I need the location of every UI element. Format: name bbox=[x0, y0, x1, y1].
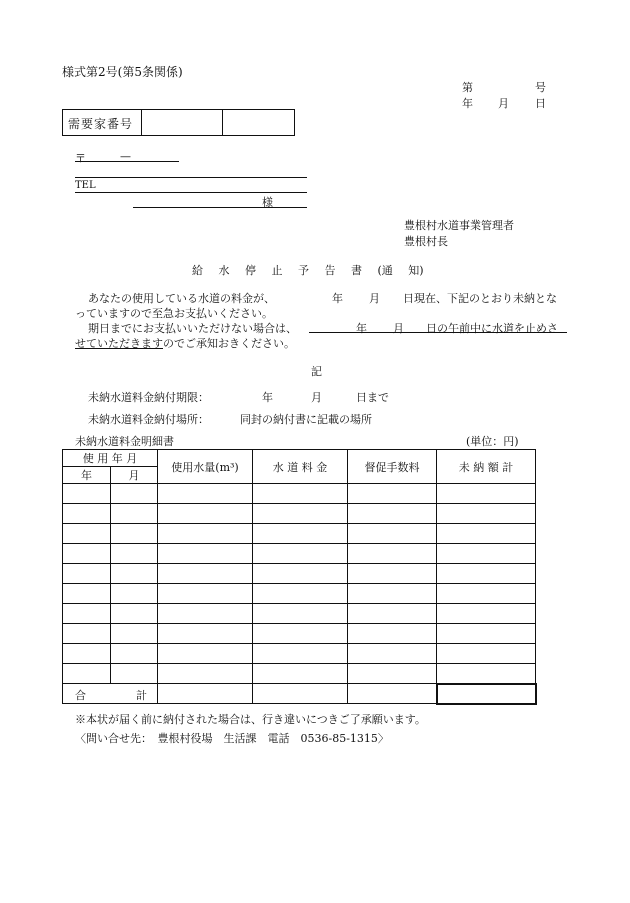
header-month: 月 bbox=[111, 467, 158, 484]
issuer-line2: 豊根村長 bbox=[404, 235, 448, 248]
table-row bbox=[63, 544, 536, 564]
header-usage: 使用水量(m³) bbox=[158, 450, 253, 484]
honorific-sama: 様 bbox=[262, 196, 273, 209]
doc-date-month: 月 bbox=[498, 97, 509, 110]
inquiry-contact: 〈問い合せ先： 豊根村役場 生活課 電話 0536-85-1315〉 bbox=[75, 732, 389, 745]
doc-number-prefix: 第 bbox=[462, 81, 473, 94]
header-year: 年 bbox=[63, 467, 111, 484]
header-charge: 水 道 料 金 bbox=[253, 450, 348, 484]
body-p1-c: っていますので至急お支払いください。 bbox=[75, 307, 273, 320]
deadline-day: 日まで bbox=[356, 391, 389, 404]
issuer-line1: 豊根村水道事業管理者 bbox=[404, 219, 514, 232]
doc-number-suffix: 号 bbox=[535, 81, 546, 94]
postal-mark: 〒 bbox=[75, 152, 86, 165]
body-p2-a: 期日までにお支払いいただけない場合は、 bbox=[88, 322, 297, 335]
doc-date-day: 日 bbox=[535, 97, 546, 110]
form-label: 様式第2号(第5条関係) bbox=[62, 65, 183, 79]
customer-number-divider-1 bbox=[141, 109, 142, 135]
customer-number-label: 需要家番号 bbox=[68, 117, 134, 131]
table-total-row bbox=[63, 684, 536, 704]
document-title: 給 水 停 止 予 告 書 (通 知) bbox=[192, 264, 424, 277]
customer-number-divider-2 bbox=[222, 109, 223, 135]
name-line bbox=[133, 207, 307, 208]
deadline-month: 月 bbox=[311, 391, 322, 404]
table-unit: (単位：円) bbox=[466, 435, 519, 448]
deadline-label: 未納水道料金納付期限： bbox=[88, 391, 209, 404]
body-p2-b: 日の午前中に水道を止めさ bbox=[426, 322, 558, 335]
deadline-year: 年 bbox=[262, 391, 273, 404]
body-p2-d: のでご承知おきください。 bbox=[163, 337, 295, 350]
table-row bbox=[63, 604, 536, 624]
header-fee: 督促手数料 bbox=[348, 450, 437, 484]
table-row bbox=[63, 504, 536, 524]
body-p1-year: 年 bbox=[332, 292, 343, 305]
body-p1-a: あなたの使用している水道の料金が、 bbox=[88, 292, 275, 305]
total-label-left: 合 bbox=[75, 689, 86, 702]
table-row bbox=[63, 584, 536, 604]
table-row bbox=[63, 664, 536, 684]
doc-date-year: 年 bbox=[462, 97, 473, 110]
body-p2-c: せていただきます bbox=[75, 337, 163, 350]
detail-table bbox=[62, 449, 537, 705]
note-early-payment: ※本状が届く前に納付された場合は、行き違いにつきご了承願います。 bbox=[75, 713, 426, 726]
tel-label: TEL bbox=[75, 180, 96, 191]
tel-line bbox=[75, 192, 307, 193]
table-row bbox=[63, 484, 536, 504]
table-caption: 未納水道料金明細書 bbox=[75, 435, 174, 448]
table-header-row bbox=[63, 450, 536, 467]
table-row bbox=[63, 624, 536, 644]
body-p1-b: 日現在、下記のとおり未納とな bbox=[403, 292, 557, 305]
table-row bbox=[63, 564, 536, 584]
payment-place-value: 同封の納付書に記載の場所 bbox=[240, 413, 372, 426]
header-period: 使 用 年 月 bbox=[63, 450, 158, 467]
ki-mark: 記 bbox=[311, 365, 322, 378]
postal-dash: — bbox=[120, 150, 131, 163]
header-total: 未 納 額 計 bbox=[437, 450, 536, 484]
total-label-cell bbox=[63, 684, 158, 704]
table-row bbox=[63, 524, 536, 544]
table-row bbox=[63, 644, 536, 664]
address-line bbox=[75, 177, 307, 178]
postal-line bbox=[75, 161, 179, 162]
payment-place-label: 未納水道料金納付場所： bbox=[88, 413, 209, 426]
body-p1-month: 月 bbox=[369, 292, 380, 305]
body-p2-year: 年 bbox=[356, 322, 367, 335]
body-p2-month: 月 bbox=[393, 322, 404, 335]
total-amount-cell bbox=[437, 684, 536, 704]
total-label-right: 計 bbox=[136, 689, 147, 702]
